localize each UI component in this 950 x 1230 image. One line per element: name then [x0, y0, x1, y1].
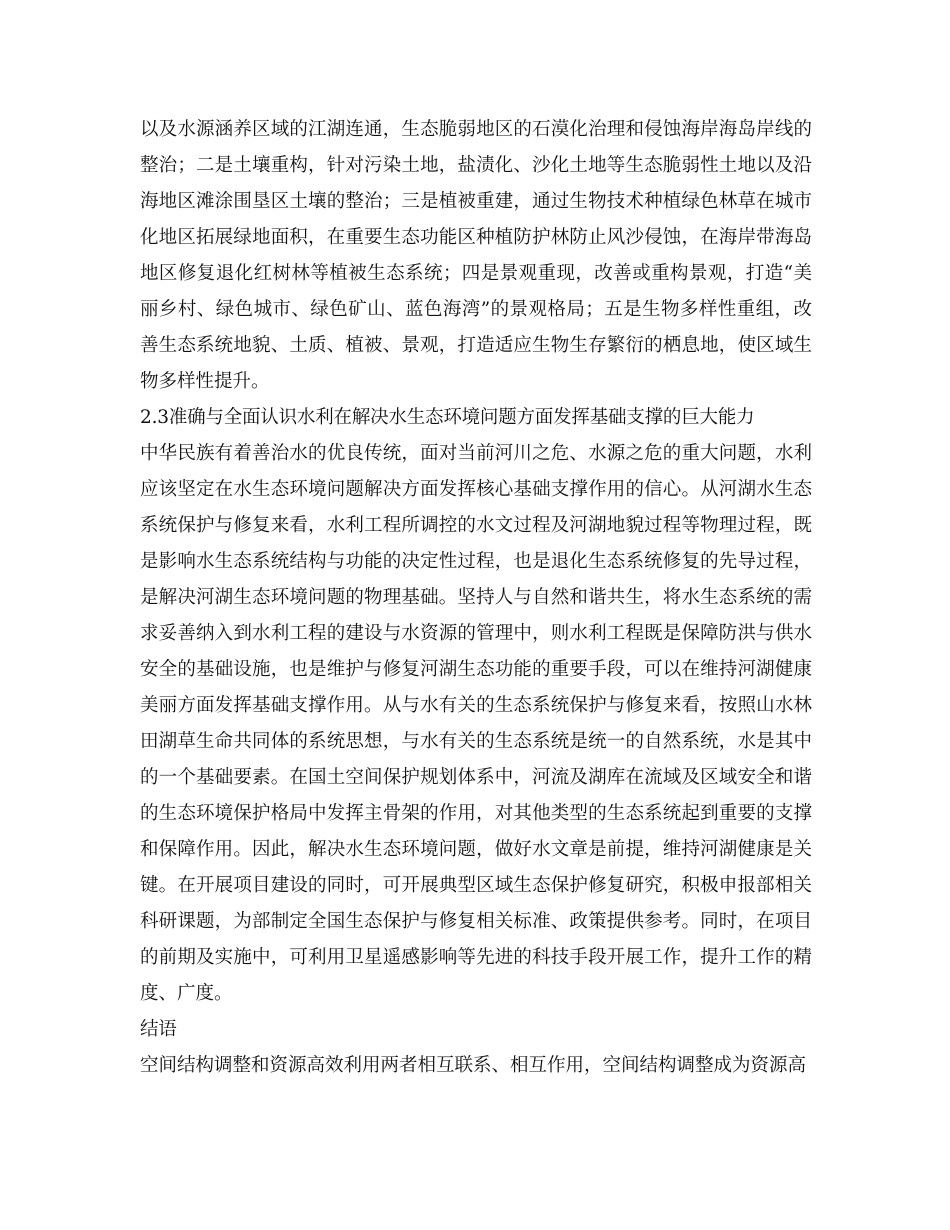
section-heading-2-3: 2.3准确与全面认识水利在解决水生态环境问题方面发挥基础支撑的巨大能力 [140, 407, 755, 428]
document-body [140, 112, 812, 1084]
conclusion-heading: 结语 [140, 1019, 177, 1040]
body-paragraph-conclusion: 空间结构调整和资源高效利用两者相互联系、相互作用，空间结构调整成为资源高 [140, 1055, 807, 1076]
body-paragraph-ecological-restoration: 以及水源涵养区域的江湖连通，生态脆弱地区的石漠化治理和侵蚀海岸海岛岸线的整治；二是土壤重构，针对污染土地，盐渍化、沙化土地等生态脆弱性土地以及沿海地区滩涂围垦区土壤的整治；三是植被重建，通过生物技术种植绿色林草在城市化地区拓展绿地面积，在重要生态功能区种植防护林防止风沙侵蚀，在海岸带海岛地区修复退化红树林等植被生态系统；四是景观重现，改善或重构景观，打造“美丽乡村、绿色城市、绿色矿山、蓝色海湾”的景观格局；五是生物多样性重组，改善生态系统地貌、土质、植被、景观，打造适应生物生存繁衍的栖息地，使区域生物多样性提升。 [140, 119, 812, 392]
body-paragraph-water-conservancy: 中华民族有着善治水的优良传统，面对当前河川之危、水源之危的重大问题，水利应该坚定在水生态环境问题解决方面发挥核心基础支撑作用的信心。从河湖水生态系统保护与修复来看，水利工程所调控的水文过程及河湖地貌过程等物理过程，既是影响水生态系统结构与功能的决定性过程，也是退化生态系统修复的先导过程，是解决河湖生态环境问题的物理基础。坚持人与自然和谐共生，将水生态系统的需求妥善纳入到水利工程的建设与水资源的管理中，则水利工程既是保障防洪与供水安全的基础设施，也是维护与修复河湖生态功能的重要手段，可以在维持河湖健康美丽方面发挥基础支撑作用。从与水有关的生态系统保护与修复来看，按照山水林田湖草生命共同体的系统思想，与水有关的生态系统是统一的自然系统，水是其中的一个基础要素。在国土空间保护规划体系中，河流及湖库在流域及区域安全和谐的生态环境保护格局中发挥主骨架的作用，对其他类型的生态系统起到重要的支撑和保障作用。因此，解决水生态环境问题，做好水文章是前提，维持河湖健康是关键。在开展项目建设的同时，可开展典型区域生态保护修复研究，积极申报部相关科研课题，为部制定全国生态保护与修复相关标准、政策提供参考。同时，在项目的前期及实施中，可利用卫星遥感影响等先进的科技手段开展工作，提升工作的精度、广度。 [140, 443, 812, 1004]
